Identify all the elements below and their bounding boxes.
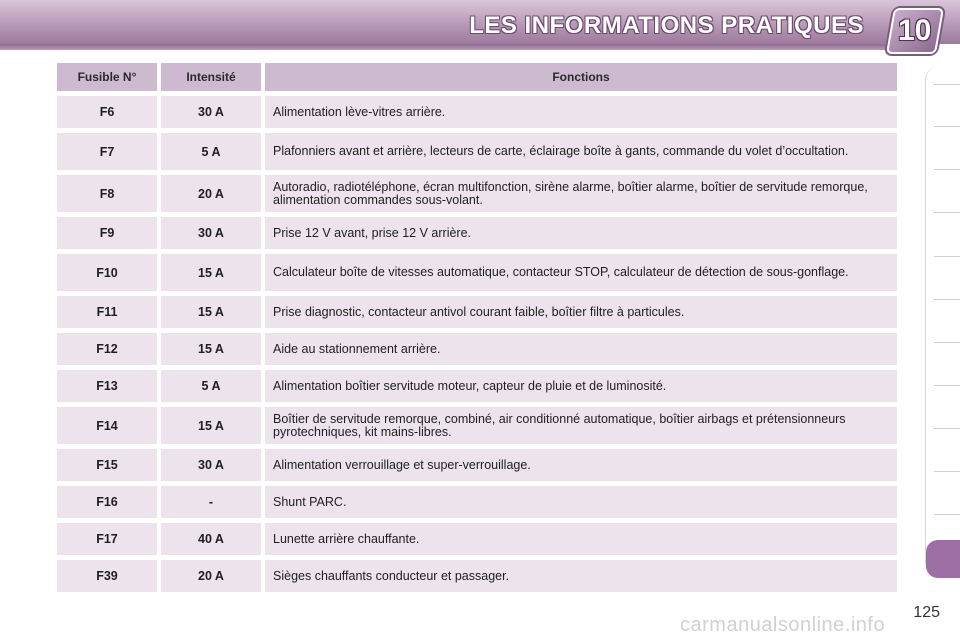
fuse-function: Calculateur boîte de vitesses automatique, contacteur STOP, calculateur de détection de sous-gonflage. xyxy=(265,254,897,291)
tab-divider xyxy=(934,84,960,85)
fuse-intensity: 5 A xyxy=(161,133,261,170)
fuse-function: Lunette arrière chauffante. xyxy=(265,523,897,555)
fuse-number: F13 xyxy=(57,370,157,402)
fuse-function: Aide au stationnement arrière. xyxy=(265,333,897,365)
table-row xyxy=(57,133,897,170)
table-row xyxy=(57,370,897,402)
table-row xyxy=(57,333,897,365)
table-row xyxy=(57,560,897,592)
fuse-function: Sièges chauffants conducteur et passager. xyxy=(265,560,897,592)
fuse-function: Prise 12 V avant, prise 12 V arrière. xyxy=(265,217,897,249)
table-row xyxy=(57,486,897,518)
fuse-function: Alimentation verrouillage et super-verrouillage. xyxy=(265,449,897,481)
fuse-intensity: 15 A xyxy=(161,254,261,291)
chapter-tab-strip xyxy=(925,66,960,576)
fuse-number: F17 xyxy=(57,523,157,555)
tab-divider xyxy=(934,514,960,515)
chapter-badge xyxy=(886,8,944,54)
fuse-function: Alimentation lève-vitres arrière. xyxy=(265,96,897,128)
fuse-function: Plafonniers avant et arrière, lecteurs de carte, éclairage boîte à gants, commande du volet d’occultation. xyxy=(265,133,897,170)
page-title: LES INFORMATIONS PRATIQUES xyxy=(469,12,864,39)
fuse-number: F11 xyxy=(57,296,157,328)
tab-divider xyxy=(934,428,960,429)
table-row xyxy=(57,449,897,481)
tab-divider xyxy=(934,212,960,213)
fuse-intensity: 15 A xyxy=(161,407,261,444)
tab-divider xyxy=(934,256,960,257)
tab-divider xyxy=(934,385,960,386)
fuse-intensity: 15 A xyxy=(161,333,261,365)
table-row xyxy=(57,407,897,444)
fuse-number: F6 xyxy=(57,96,157,128)
page-number: 125 xyxy=(913,604,940,621)
fuse-table xyxy=(53,58,901,597)
table-row xyxy=(57,296,897,328)
tab-divider xyxy=(934,342,960,343)
fuse-number: F8 xyxy=(57,175,157,212)
column-header-intensity: Intensité xyxy=(161,63,261,91)
fuse-number: F39 xyxy=(57,560,157,592)
table-row xyxy=(57,523,897,555)
column-header-functions: Fonctions xyxy=(265,63,897,91)
fuse-intensity: - xyxy=(161,486,261,518)
fuse-function: Autoradio, radiotéléphone, écran multifonction, sirène alarme, boîtier alarme, boîtier de servitude remorque, alimentation commandes sous-volant. xyxy=(265,175,897,212)
fuse-intensity: 20 A xyxy=(161,560,261,592)
fuse-number: F12 xyxy=(57,333,157,365)
fuse-intensity: 5 A xyxy=(161,370,261,402)
header-strip xyxy=(0,44,900,50)
fuse-number: F9 xyxy=(57,217,157,249)
fuse-intensity: 30 A xyxy=(161,217,261,249)
fuse-function: Prise diagnostic, contacteur antivol courant faible, boîtier filtre à particules. xyxy=(265,296,897,328)
tab-divider xyxy=(934,471,960,472)
tab-divider xyxy=(934,299,960,300)
table-row xyxy=(57,175,897,212)
fuse-number: F7 xyxy=(57,133,157,170)
table-header-row xyxy=(57,63,897,91)
table-row xyxy=(57,96,897,128)
fuse-number: F16 xyxy=(57,486,157,518)
table-row xyxy=(57,254,897,291)
fuse-number: F10 xyxy=(57,254,157,291)
fuse-intensity: 20 A xyxy=(161,175,261,212)
chapter-number: 10 xyxy=(898,14,932,47)
fuse-number: F14 xyxy=(57,407,157,444)
fuse-intensity: 15 A xyxy=(161,296,261,328)
fuse-function: Alimentation boîtier servitude moteur, capteur de pluie et de luminosité. xyxy=(265,370,897,402)
table-row xyxy=(57,217,897,249)
fuse-intensity: 30 A xyxy=(161,449,261,481)
fuse-intensity: 30 A xyxy=(161,96,261,128)
active-chapter-tab[interactable] xyxy=(926,540,960,578)
watermark: carmanualsonline.info xyxy=(680,614,886,636)
tab-divider xyxy=(934,126,960,127)
fuse-number: F15 xyxy=(57,449,157,481)
fuse-function: Boîtier de servitude remorque, combiné, air conditionné automatique, boîtier airbags et prétensionneurs pyrotechniques, kit mains-libres. xyxy=(265,407,897,444)
tab-divider xyxy=(934,169,960,170)
fuse-intensity: 40 A xyxy=(161,523,261,555)
column-header-fuse: Fusible N° xyxy=(57,63,157,91)
fuse-function: Shunt PARC. xyxy=(265,486,897,518)
